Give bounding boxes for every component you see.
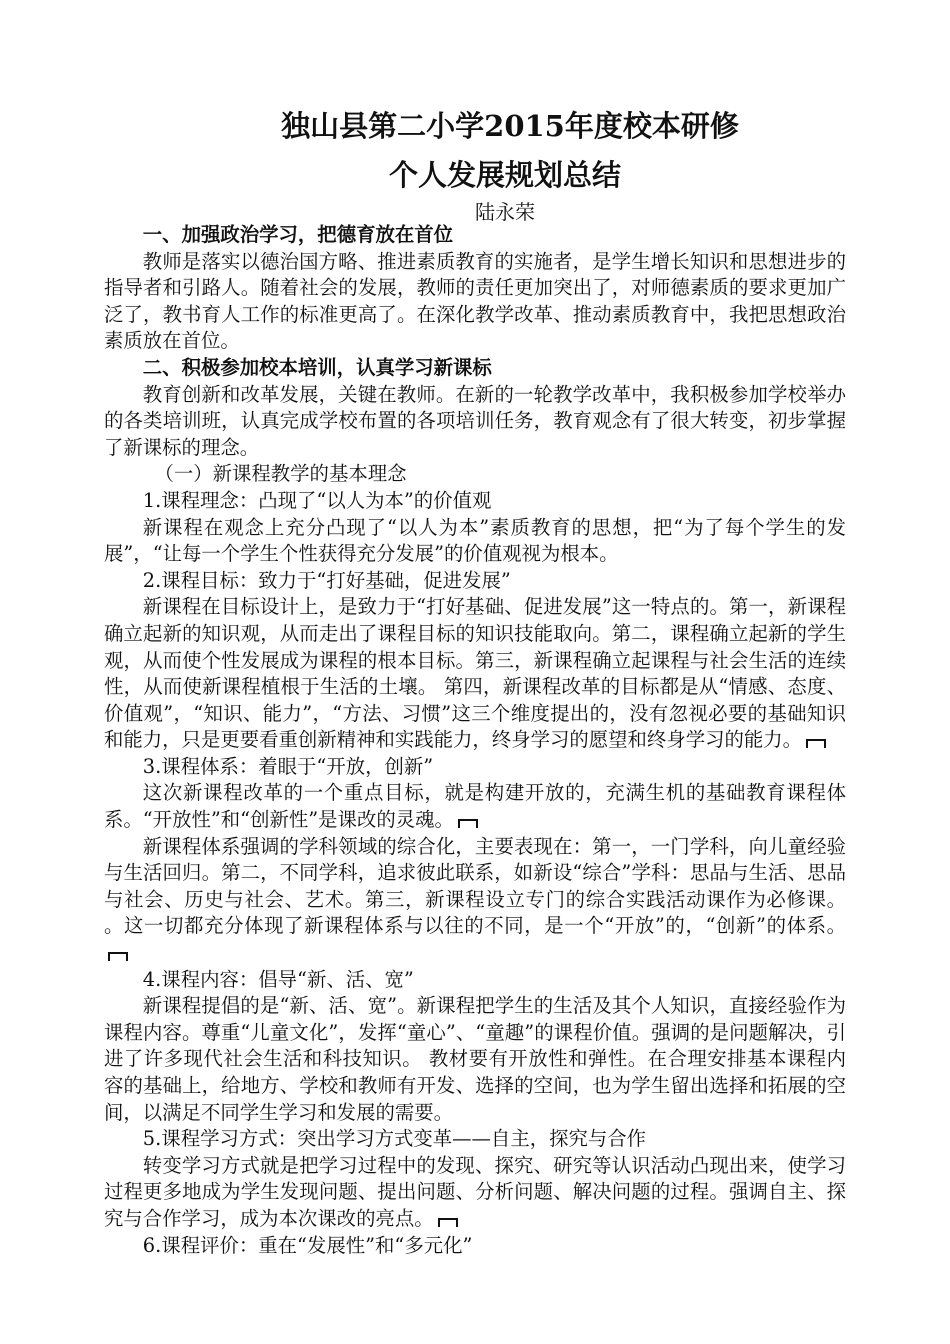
- paragraph: [104, 488, 846, 515]
- document-body: [104, 222, 846, 1259]
- paragraph-text: 4.课程内容：倡导“新、活、宽”: [142, 967, 414, 991]
- paragraph: [104, 993, 846, 1126]
- paragraph: [104, 594, 846, 754]
- paragraph-text: 5.课程学习方式：突出学习方式变革——自主，探究与合作: [142, 1127, 647, 1151]
- paragraph-text: 转变学习方式就是把学习过程中的发现、探究、研究等认识活动凸现出来，使学习过程更多地成为学生发现问题、提出问题、分析问题、解决问题的过程。强调自主、探究与合作学习，成为本次课改的亮点。: [104, 1153, 846, 1230]
- paragraph: [104, 249, 846, 355]
- paragraph: [104, 1126, 846, 1153]
- paragraph-text: 2.课程目标：致力于“打好基础，促进发展”: [142, 568, 511, 592]
- paragraph: [104, 1153, 846, 1233]
- paragraph-text: 二、积极参加校本培训，认真学习新课标: [142, 355, 492, 379]
- paragraph-text: 教育创新和改革发展，关键在教师。在新的一轮教学改革中，我积极参加学校举办的各类培训班，认真完成学校布置的各项培训任务，教育观念有了很大转变，初步掌握了新课标的理念。: [104, 382, 846, 459]
- paragraph: [104, 568, 846, 595]
- paragraph-text: 3.课程体系：着眼于“开放，创新”: [142, 754, 434, 778]
- section-heading: [104, 222, 846, 249]
- editor-mark-icon: [108, 952, 128, 961]
- paragraph-text: 新课程在观念上充分凸现了“以人为本”素质教育的思想，把“为了每个学生的发展”，“让每一个学生个性获得充分发展”的价值观视为根本。: [104, 515, 846, 566]
- document-title-line1: 独山县第二小学2015年度校本研修: [281, 109, 739, 143]
- document-author: 陆永荣: [475, 200, 535, 224]
- editor-mark-icon: [438, 1218, 458, 1227]
- paragraph: [104, 780, 846, 833]
- section-heading: [104, 355, 846, 382]
- paragraph-text: 一、加强政治学习，把德育放在首位: [142, 223, 454, 246]
- paragraph-text: （一）新课程教学的基本理念: [154, 462, 407, 486]
- paragraph-text: 新课程提倡的是“新、活、宽”。新课程把学生的生活及其个人知识，直接经验作为课程内容。尊重“儿童文化”，发挥“童心”、“童趣”的课程价值。强调的是问题解决，引进了许多现代社会生活和科技知识。 教材要有开放性和弹性。在合理安排基本课程内容的基础上，给地方、学校和教师有开发、选择的空间，也为学生留出选择和拓展的空间，以满足不同学生学习和发展的需要。: [104, 994, 846, 1124]
- paragraph-text: 教师是落实以德治国方略、推进素质教育的实施者，是学生增长知识和思想进步的指导者和引路人。随着社会的发展，教师的责任更加突出了，对师德素质的要求更加广泛了，教书育人工作的标准更高了。在深化教学改革、推动素质教育中，我把思想政治素质放在首位。: [104, 249, 846, 353]
- document-title-line2: 个人发展规划总结: [388, 158, 621, 192]
- paragraph: [104, 1233, 846, 1260]
- paragraph-text: 1.课程理念：凸现了“以人为本”的价值观: [142, 488, 492, 512]
- subsection-heading: [104, 461, 846, 488]
- paragraph: [104, 834, 846, 967]
- paragraph-text: 6.课程评价：重在“发展性”和“多元化”: [142, 1233, 473, 1257]
- paragraph: [104, 754, 846, 781]
- paragraph: [104, 515, 846, 568]
- editor-mark-icon: [458, 819, 478, 828]
- editor-mark-icon: [806, 739, 826, 748]
- paragraph: [104, 967, 846, 994]
- paragraph: [104, 382, 846, 462]
- paragraph-text: 新课程在目标设计上，是致力于“打好基础、促进发展”这一特点的。第一，新课程确立起新的知识观，从而走出了课程目标的知识技能取向。第二，课程确立起新的学生观，从而使个性发展成为课程的根本目标。第三，新课程确立起课程与社会生活的连续性，从而使新课程植根于生活的土壤。 第四，新课程改革的目标都是从“情感、态度、价值观”，“知识、能力”，“方法、习惯”这三个维度提出的，没有忽视必要的基础知识和能力，只是更要看重创新精神和实践能力，终身学习的愿望和终身学习的能力。: [104, 595, 846, 752]
- paragraph-text: 新课程体系强调的学科领域的综合化，主要表现在：第一，一门学科，向儿童经验与生活回归。第二，不同学科，追求彼此联系，如新设“综合”学科：思品与生活、思品与社会、历史与社会、艺术。第三，新课程设立专门的综合实践活动课作为必修课。 。这一切都充分体现了新课程体系与以往的不同，是一个“开放”的，“创新”的体系。: [104, 834, 846, 938]
- paragraph-text: 这次新课程改革的一个重点目标，就是构建开放的，充满生机的基础教育课程体系。“开放性”和“创新性”是课改的灵魂。: [104, 781, 846, 832]
